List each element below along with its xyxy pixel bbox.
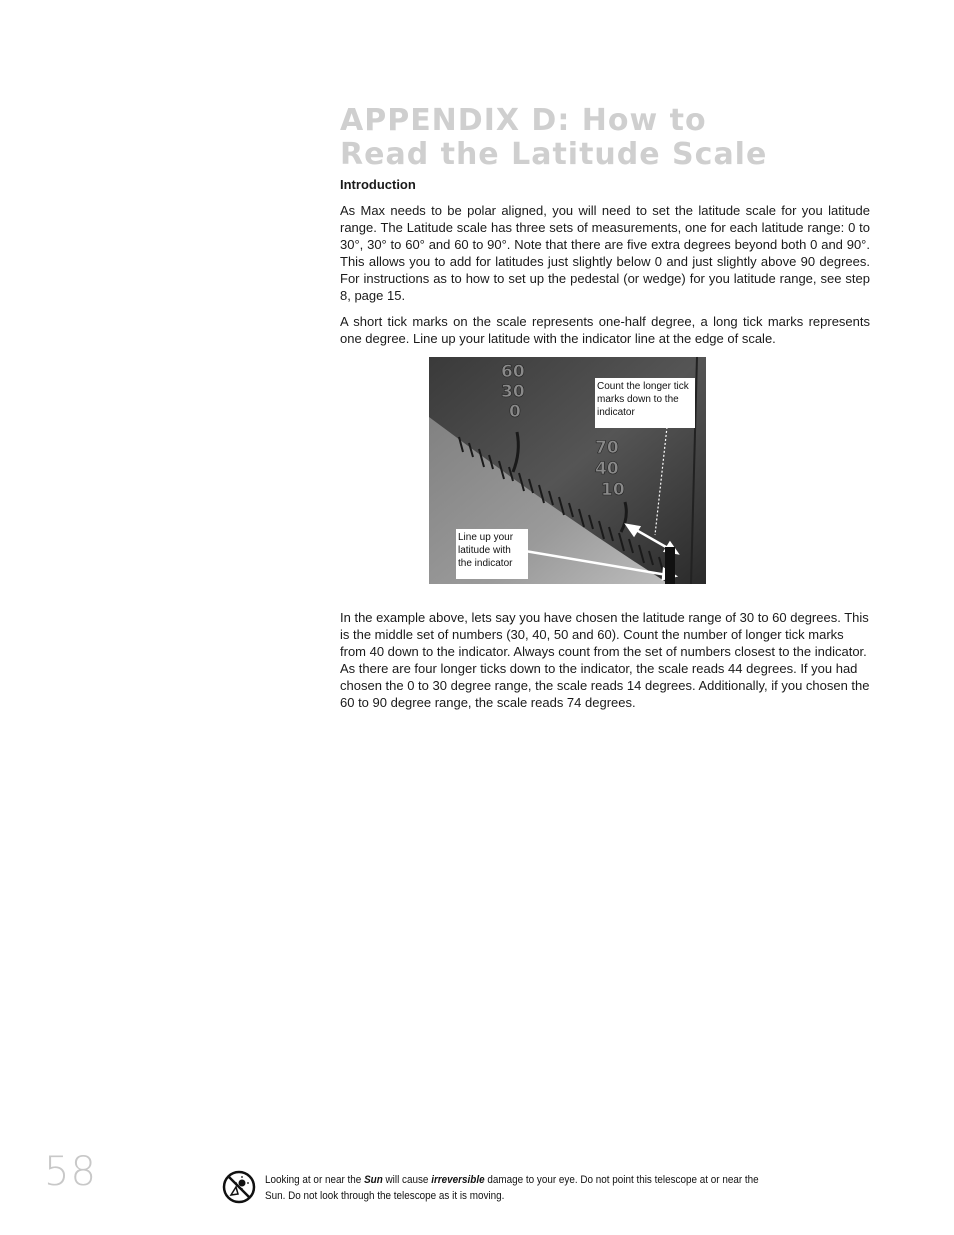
section-heading: Introduction (340, 177, 416, 192)
warning-sun: Sun (364, 1174, 383, 1186)
warning-irreversible: irreversible (431, 1174, 485, 1186)
tick-mark-paragraph: A short tick marks on the scale represents one-half degree, a long tick marks represents one degree. Line up your latitude with the indicator line at the edge of scale. (340, 314, 870, 346)
title-line-1: APPENDIX D: How to (340, 103, 707, 138)
no-sun-viewing-icon (222, 1170, 256, 1204)
scale-number-40: 40 (595, 459, 619, 479)
scale-number-10: 10 (601, 480, 625, 500)
scale-number-60: 60 (501, 362, 525, 382)
example-paragraph: In the example above, lets say you have chosen the latitude range of 30 to 60 degrees. This is the middle set of numbers (30, 40, 50 and 60). Count the number of longer tick marks from 40 down to the indicator. Always count from the set of numbers closest to the indicator. As there are four longer ticks down to the indicator, the scale reads 44 degrees. If you had chosen the 0 to 30 degree range, the scale reads 14 degrees. Additionally, if you chosen the 60 to 90 degree range, the scale reads 74 degrees. (340, 610, 870, 710)
page-title (340, 104, 860, 172)
callout-count-ticks: Count the longer tick marks down to the indicator (595, 378, 695, 428)
latitude-scale-photo (429, 357, 706, 584)
callout-line-up: Line up your latitude with the indicator (456, 529, 528, 579)
title-line-2: Read the Latitude Scale (340, 137, 768, 172)
scale-number-70: 70 (595, 438, 619, 458)
scale-number-30: 30 (501, 382, 525, 402)
intro-section (340, 176, 870, 356)
warning-post: damage to your eye. Do not point this telescope at or near the Sun. Do not look through the telescope as it is moving. (265, 1174, 759, 1202)
warning-mid: will cause (382, 1174, 432, 1186)
scale-number-0: 0 (509, 402, 521, 422)
sun-warning-text (265, 1172, 769, 1204)
intro-paragraph: As Max needs to be polar aligned, you will need to set the latitude scale for you latitude range. The Latitude scale has three sets of measurements, one for each latitude range: 0 to 30°, 30° to 60° and 60 to 90°. Note that there are five extra degrees beyond both 0 and 90°. This allows you to add for latitudes just slightly below 0 and just slightly above 90 degrees. For instructions as to how to set up the pedestal (or wedge) for you latitude range, see step 8, page 15. (340, 203, 870, 303)
page-number: 58 (44, 1149, 97, 1195)
warning-pre: Looking at or near the (265, 1174, 365, 1186)
